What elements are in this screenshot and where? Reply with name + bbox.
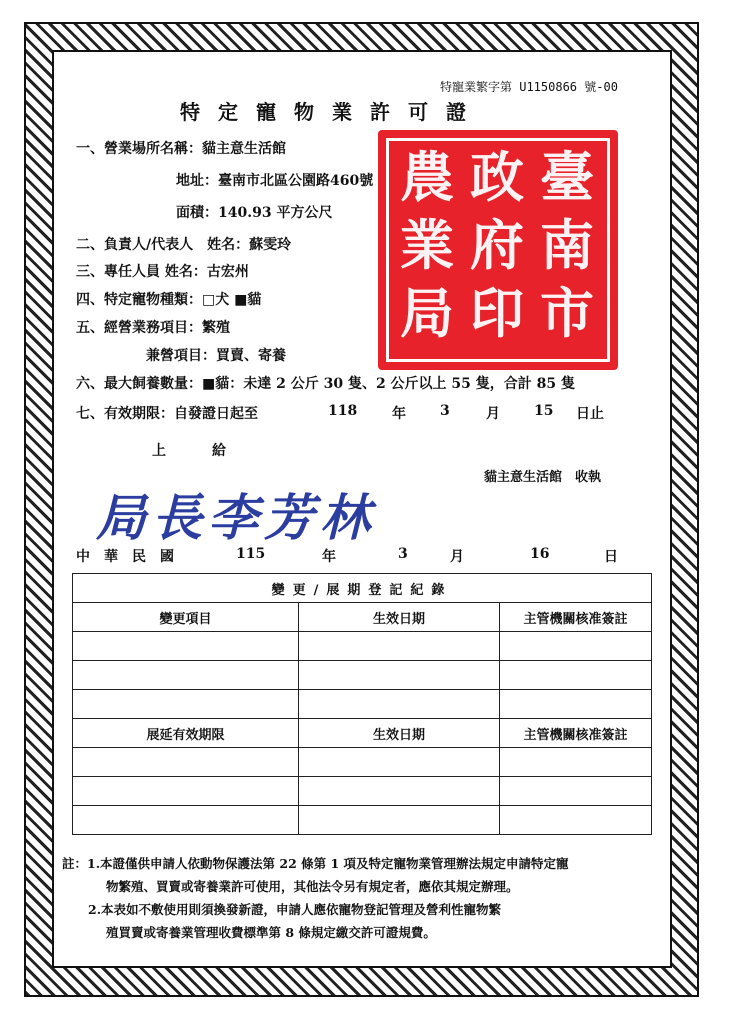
address: 臺南市北區公園路460號 bbox=[218, 173, 374, 189]
staff-row bbox=[76, 261, 249, 281]
business-name-label: 一、營業場所名稱： bbox=[76, 141, 202, 157]
species-row bbox=[76, 289, 261, 309]
side-items-row bbox=[146, 345, 286, 365]
species-dog-checkbox: □犬 bbox=[202, 292, 230, 308]
issue-month-unit: 月 bbox=[450, 549, 464, 565]
seal-char: 府 bbox=[470, 213, 524, 277]
species-cat-checkbox: ■貓 bbox=[234, 292, 262, 308]
director-signature: 局長李芳林 bbox=[96, 488, 376, 547]
business-items-row bbox=[76, 317, 230, 337]
extension-header: 展延有效期限 bbox=[73, 719, 299, 748]
address-label: 地址： bbox=[176, 173, 218, 189]
approval-header: 主管機關核准簽註 bbox=[500, 719, 652, 748]
issue-day-unit: 日 bbox=[604, 549, 618, 565]
validity-day-unit: 日止 bbox=[576, 406, 604, 422]
validity-row bbox=[76, 403, 258, 423]
validity-prefix: 自發證日起至 bbox=[174, 406, 258, 422]
business-items: 繁殖 bbox=[202, 320, 230, 336]
permit-number: 特寵業繁字第 U1150866 號-00 bbox=[440, 80, 618, 94]
owner-label: 二、負責人/代表人 姓名： bbox=[76, 237, 250, 253]
table-row bbox=[73, 748, 652, 777]
validity-label: 七、有效期限： bbox=[76, 406, 174, 422]
table-row bbox=[73, 632, 652, 661]
seal-char: 政 bbox=[470, 145, 524, 209]
seal-char: 臺 bbox=[540, 145, 594, 209]
species-label: 四、特定寵物種類： bbox=[76, 292, 202, 308]
certificate-title: 特定寵物業許可證 bbox=[180, 100, 484, 124]
owner-row bbox=[76, 234, 291, 254]
note-2-line-1: 2.本表如不敷使用則須換發新證，申請人應依寵物登記管理及營利性寵物繁 bbox=[88, 902, 502, 917]
table-row bbox=[73, 777, 652, 806]
effective-date-header: 生效日期 bbox=[299, 719, 500, 748]
max-count-label: 六、最大飼養數量： bbox=[76, 376, 202, 392]
table-row bbox=[73, 806, 652, 835]
side-items: 買賣、寄養 bbox=[216, 348, 286, 364]
validity-day: 15 bbox=[534, 403, 554, 419]
business-name-row bbox=[76, 138, 286, 158]
validity-month: 3 bbox=[440, 403, 450, 419]
record-table-title: 變更/展期登記紀錄 bbox=[73, 574, 652, 603]
approval-header: 主管機關核准簽註 bbox=[500, 603, 652, 632]
table-row bbox=[73, 690, 652, 719]
validity-month-unit: 月 bbox=[486, 406, 500, 422]
record-table bbox=[72, 573, 652, 835]
note-1-line-1: 註：1.本證僅供申請人依動物保護法第 22 條第 1 項及特定寵物業管理辦法規定申請特定寵 bbox=[62, 856, 569, 871]
notes bbox=[62, 852, 569, 944]
grant-shang: 上 bbox=[152, 443, 166, 459]
validity-year-unit: 年 bbox=[392, 406, 406, 422]
address-row bbox=[176, 170, 373, 190]
issue-year-unit: 年 bbox=[322, 549, 336, 565]
business-name: 貓主意生活館 bbox=[202, 141, 286, 157]
seal-char: 印 bbox=[470, 281, 524, 345]
issue-day: 16 bbox=[530, 546, 550, 562]
certificate-holder: 貓主意生活館 收執 bbox=[484, 470, 602, 485]
seal-char: 南 bbox=[540, 213, 594, 277]
validity-year: 118 bbox=[328, 403, 358, 419]
issue-era: 中 華 民 國 bbox=[76, 549, 174, 565]
issue-month: 3 bbox=[398, 546, 408, 562]
business-items-label: 五、經營業務項目： bbox=[76, 320, 202, 336]
area: 140.93 平方公尺 bbox=[218, 205, 333, 221]
area-row bbox=[176, 202, 332, 222]
seal-char: 農 bbox=[400, 145, 454, 209]
seal-char: 局 bbox=[400, 281, 454, 345]
area-label: 面積： bbox=[176, 205, 218, 221]
max-count: ■貓：未達 2 公斤 30 隻、2 公斤以上 55 隻，合計 85 隻 bbox=[202, 376, 576, 392]
note-2-line-2: 殖買賣或寄養業管理收費標準第 8 條規定繳交許可證規費。 bbox=[106, 925, 436, 940]
grant-gei: 給 bbox=[212, 443, 226, 459]
owner-name: 蘇雯玲 bbox=[249, 237, 292, 253]
issue-year: 115 bbox=[236, 546, 266, 562]
change-item-header: 變更項目 bbox=[73, 603, 299, 632]
seal-char: 市 bbox=[540, 281, 594, 345]
staff-label: 三、專任人員 姓名： bbox=[76, 264, 207, 280]
effective-date-header: 生效日期 bbox=[299, 603, 500, 632]
note-1-line-2: 物繁殖、買賣或寄養業許可使用，其他法令另有規定者，應依其規定辦理。 bbox=[106, 879, 519, 894]
seal-char: 業 bbox=[400, 213, 454, 277]
table-row bbox=[73, 661, 652, 690]
official-seal bbox=[378, 130, 618, 370]
side-items-label: 兼營項目： bbox=[146, 348, 216, 364]
max-count-row bbox=[76, 373, 575, 393]
staff-name: 古宏州 bbox=[206, 264, 249, 280]
